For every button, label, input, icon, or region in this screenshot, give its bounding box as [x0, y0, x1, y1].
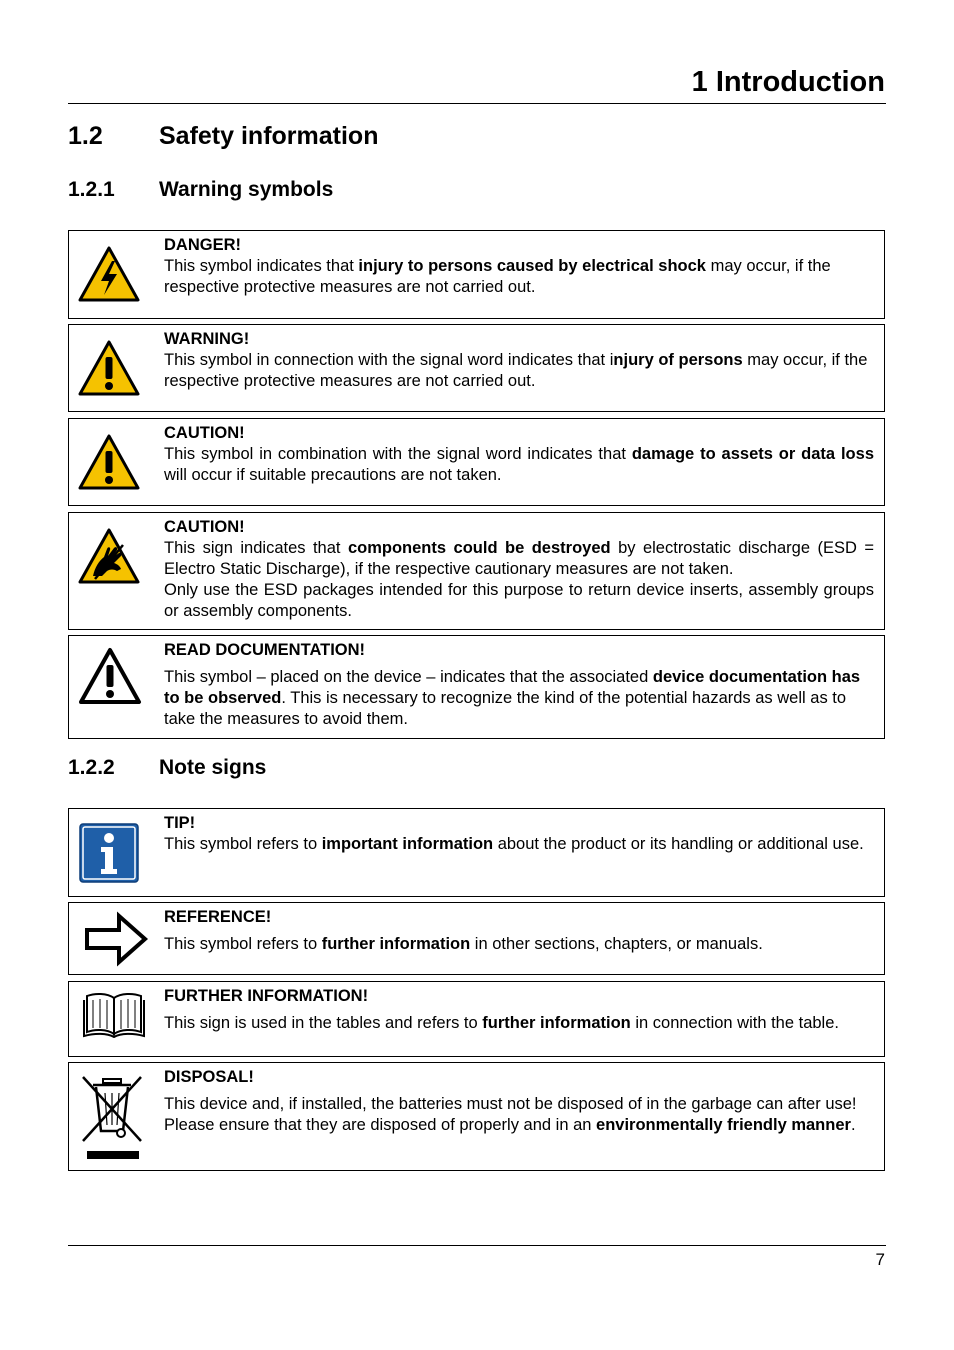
- emphasis-text: injury to persons caused by electrical shock: [358, 257, 706, 275]
- signal-word: TIP!: [164, 814, 196, 832]
- body-text: in connection with the table.: [630, 1014, 839, 1032]
- read-documentation-text-block: [164, 640, 874, 730]
- body-text: This sign indicates that: [164, 539, 348, 557]
- body-text: Only use the ESD packages intended for this purpose to return device inserts, assembly groups or assembly components.: [164, 581, 874, 620]
- open-book-icon: [83, 990, 145, 1038]
- body-text: This symbol in connection with the signal word indicates that i: [164, 351, 614, 369]
- body-text: This symbol refers to: [164, 835, 322, 853]
- tip-text-block: [164, 813, 874, 855]
- page-number: 7: [875, 1250, 885, 1269]
- subsection-number: 1.2.1: [68, 178, 115, 201]
- emphasis-text: environmentally friendly manner: [596, 1116, 851, 1134]
- emphasis-text: important information: [321, 835, 494, 853]
- body-text: This symbol in combination with the signal word indicates that: [164, 445, 632, 463]
- section-heading: [68, 122, 378, 151]
- signal-word: FURTHER INFORMATION!: [164, 987, 369, 1005]
- electric-shock-warning-icon: [77, 245, 141, 303]
- esd-text-block: [164, 517, 874, 622]
- esd-caution-box: [68, 512, 885, 630]
- disposal-text-block: [164, 1067, 874, 1136]
- body-text: This symbol – placed on the device – indicates that the associated: [164, 668, 653, 686]
- signal-word: CAUTION!: [164, 424, 245, 442]
- subsection-title: Note signs: [159, 756, 267, 779]
- signal-word: REFERENCE!: [164, 908, 272, 926]
- danger-text-block: [164, 235, 874, 298]
- disposal-box: [68, 1062, 885, 1171]
- caution-text-block: [164, 423, 874, 486]
- section-title: Safety information: [159, 122, 379, 150]
- body-text: may occur, if the respective protective measures are not carried out.: [164, 351, 868, 390]
- emphasis-text: components could be destroyed: [347, 539, 611, 557]
- body-text: This device and, if installed, the batteries must not be disposed of in the garbage can after use! Please ensure that they are disposed of properly and in an: [164, 1095, 857, 1134]
- signal-word: CAUTION!: [164, 518, 245, 536]
- subsection-heading-warning-symbols: [68, 178, 333, 202]
- exclamation-warning-icon: [77, 339, 141, 397]
- signal-word: READ DOCUMENTATION!: [164, 641, 366, 659]
- emphasis-text: device documentation has to be observed: [164, 668, 861, 707]
- signal-word: WARNING!: [164, 330, 250, 348]
- subsection-number: 1.2.2: [68, 756, 115, 779]
- body-text: in other sections, chapters, or manuals.: [470, 935, 763, 953]
- danger-box: [68, 230, 885, 319]
- read-documentation-box: [68, 635, 885, 739]
- further-information-box: [68, 981, 885, 1057]
- further-information-text-block: [164, 986, 874, 1034]
- warning-box: [68, 324, 885, 412]
- reference-text-block: [164, 907, 874, 955]
- body-text: about the product or its handling or additional use.: [493, 835, 864, 853]
- body-text: This sign is used in the tables and refers to: [164, 1014, 483, 1032]
- subsection-title: Warning symbols: [159, 178, 334, 201]
- subsection-heading-note-signs: [68, 756, 266, 780]
- body-text: .: [850, 1116, 856, 1134]
- emphasis-text: further information: [482, 1014, 631, 1032]
- info-icon: [79, 823, 139, 883]
- esd-hand-icon: [77, 527, 141, 585]
- emphasis-text: further information: [321, 935, 471, 953]
- exclamation-caution-icon: [77, 433, 141, 491]
- body-text: will occur if suitable precautions are not taken.: [164, 466, 502, 484]
- chapter-title: 1 Introduction: [691, 66, 885, 98]
- header-rule: [68, 103, 886, 104]
- arrow-right-icon: [83, 911, 149, 967]
- body-text: may occur, if the respective protective measures are not carried out.: [164, 257, 831, 296]
- reference-box: [68, 902, 885, 975]
- emphasis-text: njury of persons: [613, 351, 743, 369]
- signal-word: DISPOSAL!: [164, 1068, 254, 1086]
- body-text: This symbol refers to: [164, 935, 322, 953]
- caution-box: [68, 418, 885, 506]
- signal-word: DANGER!: [164, 236, 241, 254]
- body-text: This symbol indicates that: [164, 257, 359, 275]
- section-number: 1.2: [68, 122, 103, 150]
- body-text: by electrostatic discharge (ESD = Electro Static Discharge), if the respective cautionary measures are not taken.: [164, 539, 875, 578]
- tip-box: [68, 808, 885, 897]
- warning-text-block: [164, 329, 874, 392]
- crossed-out-bin-icon: [81, 1073, 145, 1163]
- body-text: . This is necessary to recognize the kind of the potential hazards as well as to take the measures to avoid them.: [164, 689, 847, 728]
- footer-rule: [68, 1245, 886, 1246]
- read-documentation-warning-icon: [77, 646, 143, 706]
- emphasis-text: damage to assets or data loss: [631, 445, 874, 463]
